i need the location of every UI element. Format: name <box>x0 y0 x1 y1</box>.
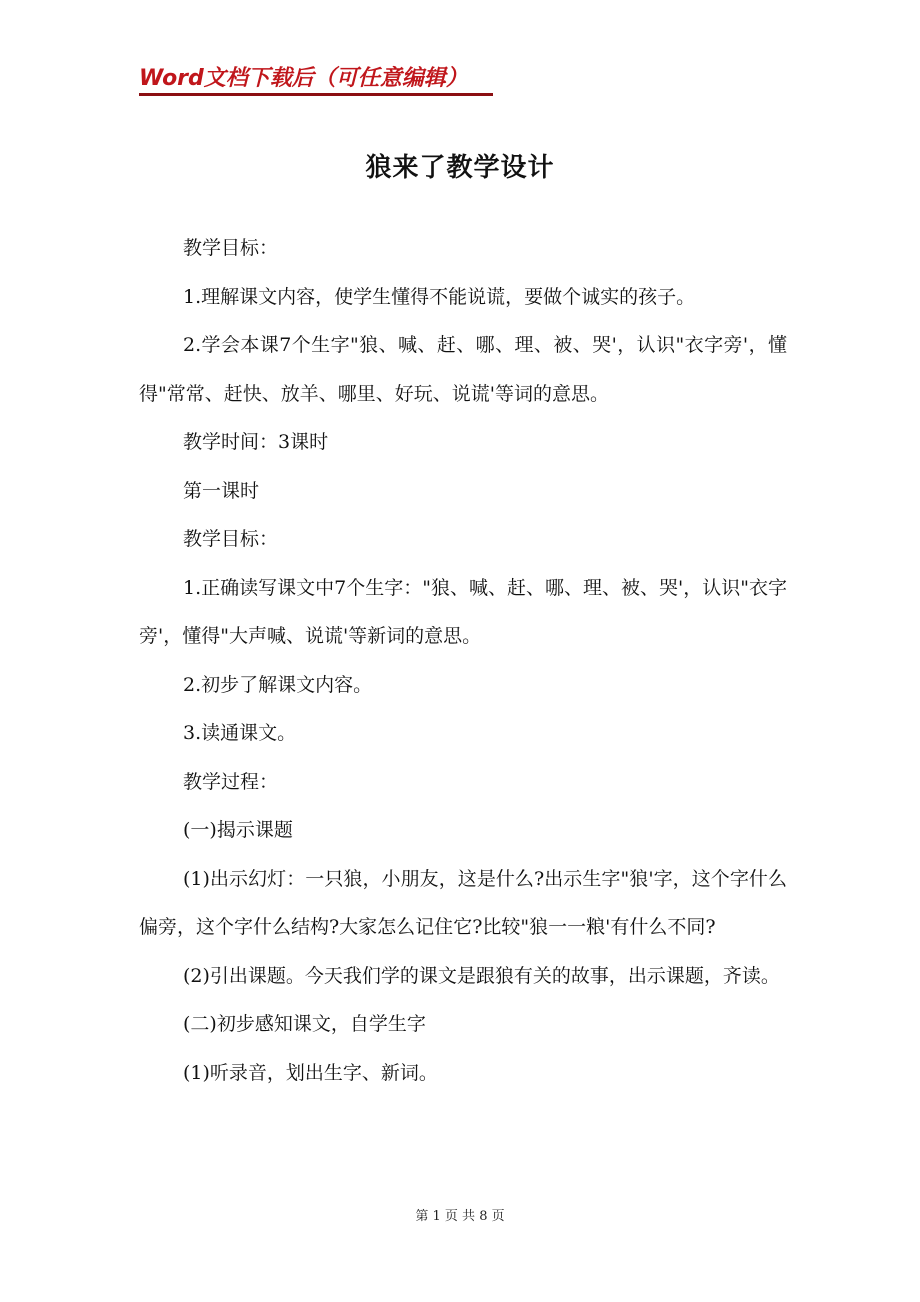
page-number: 第 1 页 共 8 页 <box>415 1209 505 1224</box>
paragraph: 2.学会本课7个生字"狼、喊、赶、哪、理、被、哭'，认识"衣字旁'，懂得"常常、赶快、放羊、哪里、好玩、说谎'等词的意思。 <box>139 334 787 405</box>
paragraph: 第一课时 <box>183 479 260 502</box>
paragraph: 1.理解课文内容，使学生懂得不能说谎，要做个诚实的孩子。 <box>183 285 696 308</box>
paragraph: 3.读通课文。 <box>183 722 297 744</box>
paragraph: (一)揭示课题 <box>183 819 293 841</box>
paragraph: (1)出示幻灯：一只狼，小朋友，这是什么?出示生字"狼'字，这个字什么偏旁，这个字什么结构?大家怎么记住它?比较"狼一一粮'有什么不同? <box>139 867 787 938</box>
paragraph: 教学过程： <box>183 770 279 793</box>
paragraph: 1.正确读写课文中7个生字："狼、喊、赶、哪、理、被、哭'，认识"衣字旁'，懂得"大声喊、说谎'等新词的意思。 <box>139 576 787 647</box>
paragraph: 2.初步了解课文内容。 <box>183 673 373 696</box>
paragraph: 教学目标： <box>183 528 279 550</box>
paragraph: (二)初步感知课文，自学生字 <box>183 1013 426 1035</box>
paragraph: (1)听录音，划出生字、新词。 <box>183 1061 438 1084</box>
paragraph: (2)引出课题。今天我们学的课文是跟狼有关的故事，出示课题，齐读。 <box>183 964 780 987</box>
document-body <box>139 224 787 1097</box>
paragraph: 教学时间：3课时 <box>183 431 329 453</box>
paragraph: 教学目标： <box>183 237 279 259</box>
download-banner-text: Word文档下载后（可任意编辑） <box>139 66 468 91</box>
banner-underline <box>139 93 493 96</box>
download-banner <box>139 62 493 96</box>
document-title: 狼来了教学设计 <box>365 153 555 183</box>
